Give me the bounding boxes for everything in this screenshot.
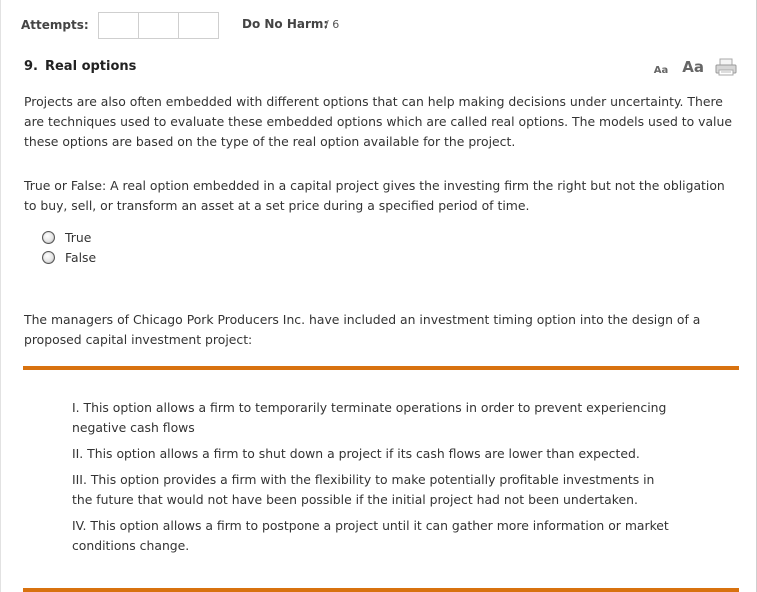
statement-list	[72, 398, 672, 562]
font-size-large-button[interactable]: Aa	[682, 58, 704, 76]
statement-item: III. This option provides a firm with the flexibility to make potentially profitable investments in the future that would not have been possible if the initial project had not been undertaken.	[72, 472, 655, 507]
font-size-small-button[interactable]: Aa	[653, 65, 669, 76]
do-no-harm-label: Do No Harm:	[242, 17, 329, 31]
statement-item: I. This option allows a firm to temporarily terminate operations in order to prevent experiencing negative cash flows	[72, 400, 667, 435]
scenario-text: The managers of Chicago Pork Producers Inc. have included an investment timing option into the design of a proposed capital investment project:	[24, 312, 701, 347]
option-false[interactable]	[42, 247, 96, 267]
option-true[interactable]	[42, 227, 96, 247]
attempts-row	[21, 11, 219, 39]
radio-button[interactable]	[42, 251, 55, 264]
divider-bottom	[23, 588, 739, 592]
question-intro: Projects are also often embedded with different options that can help making decisions under uncertainty. There are techniques used to evaluate these embedded options which are called real options. The models used to value these options are based on the type of the real option available for the project.	[24, 94, 732, 149]
attempt-box	[139, 13, 179, 38]
question-number: 9.	[24, 59, 38, 74]
true-false-prompt: True or False: A real option embedded in a capital project gives the investing firm the right but not the obligation to buy, sell, or transform an asset at a set price during a specified period of time.	[24, 178, 725, 213]
do-no-harm-value: / 6	[325, 18, 340, 31]
divider-top	[23, 366, 739, 370]
question-title	[24, 59, 136, 74]
question-title-text: Real options	[44, 59, 137, 74]
answer-options	[42, 227, 96, 267]
question-tools	[654, 58, 737, 76]
option-label: False	[65, 249, 97, 265]
attempt-box	[99, 13, 139, 38]
attempt-boxes	[98, 12, 219, 39]
attempts-label: Attempts:	[21, 18, 89, 32]
statement-item: IV. This option allows a firm to postpone a project until it can gather more information or market conditions change.	[72, 518, 669, 553]
option-label: True	[65, 229, 92, 245]
radio-button[interactable]	[42, 231, 55, 244]
print-icon[interactable]	[715, 58, 737, 76]
attempt-box	[179, 13, 218, 38]
statement-item: II. This option allows a firm to shut down a project if its cash flows are lower than expected.	[72, 446, 640, 461]
